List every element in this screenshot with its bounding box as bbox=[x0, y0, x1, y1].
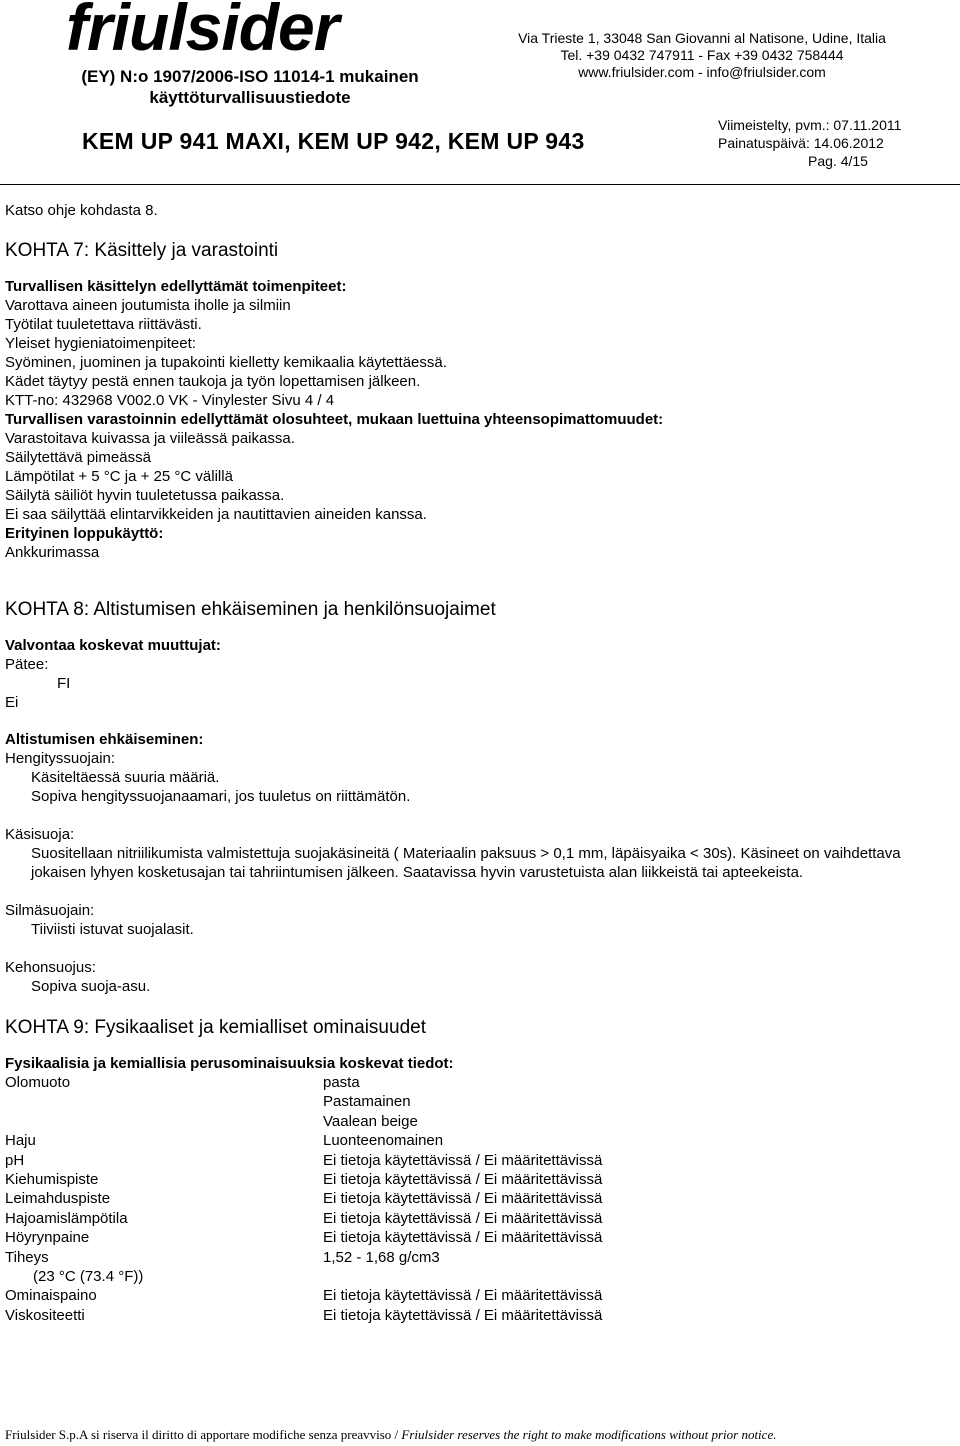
property-row bbox=[5, 1092, 935, 1111]
property-key: (23 °C (73.4 °F)) bbox=[33, 1267, 144, 1285]
document-body bbox=[5, 201, 935, 1325]
property-value: Ei tietoja käytettävissä / Ei määritettävissä bbox=[323, 1229, 603, 1247]
end-use-heading: Erityinen loppukäyttö: bbox=[5, 525, 164, 542]
safe-handling-line: Syöminen, juominen ja tupakointi kielletty kemikaalia käytettäessä. bbox=[5, 354, 447, 371]
property-row bbox=[5, 1189, 935, 1208]
end-use-value: Ankkurimassa bbox=[5, 544, 100, 561]
storage-line: Lämpötilat + 5 °C ja + 25 °C välillä bbox=[5, 468, 233, 485]
control-parameters-heading: Valvontaa koskevat muuttujat: bbox=[5, 637, 221, 654]
safe-handling-line: Työtilat tuuletettava riittävästi. bbox=[5, 316, 202, 333]
footer-disclaimer-it: Friulsider S.p.A si riserva il diritto di apportare modifiche senza preavviso / bbox=[5, 1427, 402, 1442]
property-key: Viskositeetti bbox=[5, 1306, 85, 1324]
property-key: Olomuoto bbox=[5, 1074, 71, 1091]
safe-handling-line: Varottava aineen joutumista iholle ja silmiin bbox=[5, 297, 291, 314]
property-key: Kiehumispiste bbox=[5, 1170, 99, 1188]
property-value: 1,52 - 1,68 g/cm3 bbox=[323, 1248, 440, 1266]
property-row bbox=[5, 1112, 935, 1131]
property-value: Luonteenomainen bbox=[323, 1132, 444, 1150]
section-7-title: KOHTA 7: Käsittely ja varastointi bbox=[5, 240, 279, 261]
properties-table bbox=[5, 1073, 935, 1325]
product-name: KEM UP 941 MAXI, KEM UP 942, KEM UP 943 bbox=[82, 128, 585, 154]
property-row bbox=[5, 1170, 935, 1189]
revision-date: Viimeistelty, pvm.: 07.11.2011 bbox=[718, 117, 902, 133]
property-key: Hajoamislämpötila bbox=[5, 1209, 128, 1227]
company-web: www.friulsider.com - info@friulsider.com bbox=[578, 64, 826, 80]
respiratory-label: Hengityssuojain: bbox=[5, 750, 116, 767]
company-address-block bbox=[480, 30, 924, 81]
property-key bbox=[5, 1092, 323, 1111]
storage-line: Varastoitava kuivassa ja viileässä paikassa. bbox=[5, 430, 295, 447]
property-row bbox=[5, 1151, 935, 1170]
page-number: Pag. 4/15 bbox=[808, 153, 868, 169]
property-value: Ei tietoja käytettävissä / Ei määritettävissä bbox=[323, 1190, 603, 1208]
property-key: Leimahduspiste bbox=[5, 1190, 111, 1208]
safe-handling-line: KTT-no: 432968 V002.0 VK - Vinylester Sivu 4 / 4 bbox=[5, 392, 335, 409]
print-date: Painatuspäivä: 14.06.2012 bbox=[718, 135, 884, 151]
property-row bbox=[5, 1131, 935, 1150]
safe-handling-heading: Turvallisen käsittelyn edellyttämät toimenpiteet: bbox=[5, 278, 347, 295]
property-value: Pastamainen bbox=[323, 1093, 411, 1111]
header-divider bbox=[0, 184, 960, 185]
property-row bbox=[5, 1267, 935, 1286]
property-key: Haju bbox=[5, 1132, 36, 1150]
regulation-line-2: käyttöturvallisuustiedote bbox=[149, 88, 351, 107]
exposure-controls-heading: Altistumisen ehkäiseminen: bbox=[5, 731, 204, 748]
basic-properties-heading: Fysikaalisia ja kemiallisia perusominaisuuksia koskevat tiedot: bbox=[5, 1055, 454, 1072]
section-8-title: KOHTA 8: Altistumisen ehkäiseminen ja henkilönsuojaimet bbox=[5, 599, 496, 620]
respiratory-line: Sopiva hengityssuojanaamari, jos tuuletus on riittämätön. bbox=[31, 788, 411, 805]
intro-text: Katso ohje kohdasta 8. bbox=[5, 202, 158, 219]
property-value: Ei tietoja käytettävissä / Ei määritettävissä bbox=[323, 1209, 603, 1227]
section-9-title: KOHTA 9: Fysikaaliset ja kemialliset ominaisuudet bbox=[5, 1017, 426, 1038]
property-row bbox=[5, 1073, 935, 1092]
storage-line: Säilytä säiliöt hyvin tuuletetussa paikassa. bbox=[5, 487, 285, 504]
safe-handling-line: Kädet täytyy pestä ennen taukoja ja työn lopettamisen jälkeen. bbox=[5, 373, 421, 390]
property-value: Ei tietoja käytettävissä / Ei määritettävissä bbox=[323, 1170, 603, 1188]
hand-protection-label: Käsisuoja: bbox=[5, 826, 75, 843]
property-row bbox=[5, 1248, 935, 1267]
property-value: pasta bbox=[323, 1074, 360, 1091]
property-key: Tiheys bbox=[5, 1248, 49, 1266]
hand-protection-text: Suositellaan nitriilikumista valmistettuja suojakäsineitä ( Materiaalin paksuus > 0,1 mm, läpäisyaika < 30s). Käsineet on vaihdettava jokaisen lyhyen kosketusajan tai tahriintumisen jälkeen. Saatavissa hyvin varustetuista alan liikkeistä tai apteekeista. bbox=[31, 845, 901, 881]
property-value: Ei tietoja käytettävissä / Ei määritettävissä bbox=[323, 1287, 603, 1305]
company-address: Via Trieste 1, 33048 San Giovanni al Natisone, Udine, Italia bbox=[518, 30, 886, 46]
page-footer bbox=[5, 1427, 776, 1443]
eye-protection-label: Silmäsuojain: bbox=[5, 902, 95, 919]
regulation-line-1: (EY) N:o 1907/2006-ISO 11014-1 mukainen bbox=[81, 67, 419, 86]
respiratory-line: Käsiteltäessä suuria määriä. bbox=[31, 769, 220, 786]
company-logo: friulsider bbox=[66, 0, 339, 64]
storage-heading: Turvallisen varastoinnin edellyttämät olosuhteet, mukaan luettuina yhteensopimattomuudet: bbox=[5, 411, 664, 428]
property-value: Ei tietoja käytettävissä / Ei määritettävissä bbox=[323, 1151, 603, 1169]
property-key: Ominaispaino bbox=[5, 1287, 97, 1305]
body-protection-label: Kehonsuojus: bbox=[5, 959, 96, 976]
body-protection-text: Sopiva suoja-asu. bbox=[31, 978, 151, 995]
property-key: pH bbox=[5, 1151, 25, 1169]
storage-line: Säilytettävä pimeässä bbox=[5, 449, 151, 466]
applies-label: Pätee: bbox=[5, 656, 49, 673]
property-key bbox=[5, 1112, 323, 1131]
property-row bbox=[5, 1228, 935, 1247]
property-value: Ei tietoja käytettävissä / Ei määritettävissä bbox=[323, 1306, 603, 1324]
regulation-info bbox=[40, 66, 460, 108]
property-value: Vaalean beige bbox=[323, 1112, 418, 1130]
property-row bbox=[5, 1306, 935, 1325]
safe-handling-line: Yleiset hygieniatoimenpiteet: bbox=[5, 335, 196, 352]
company-phone: Tel. +39 0432 747911 - Fax +39 0432 758444 bbox=[560, 47, 844, 63]
eye-protection-text: Tiiviisti istuvat suojalasit. bbox=[31, 921, 194, 938]
applies-value: Ei bbox=[5, 694, 19, 711]
property-row bbox=[5, 1286, 935, 1305]
property-row bbox=[5, 1209, 935, 1228]
property-key: Höyrynpaine bbox=[5, 1229, 90, 1247]
footer-disclaimer-en: Friulsider reserves the right to make modifications without prior notice. bbox=[401, 1427, 777, 1442]
storage-line: Ei saa säilyttää elintarvikkeiden ja nautittavien aineiden kanssa. bbox=[5, 506, 427, 523]
applies-country: FI bbox=[57, 675, 71, 692]
document-dates bbox=[718, 116, 928, 170]
